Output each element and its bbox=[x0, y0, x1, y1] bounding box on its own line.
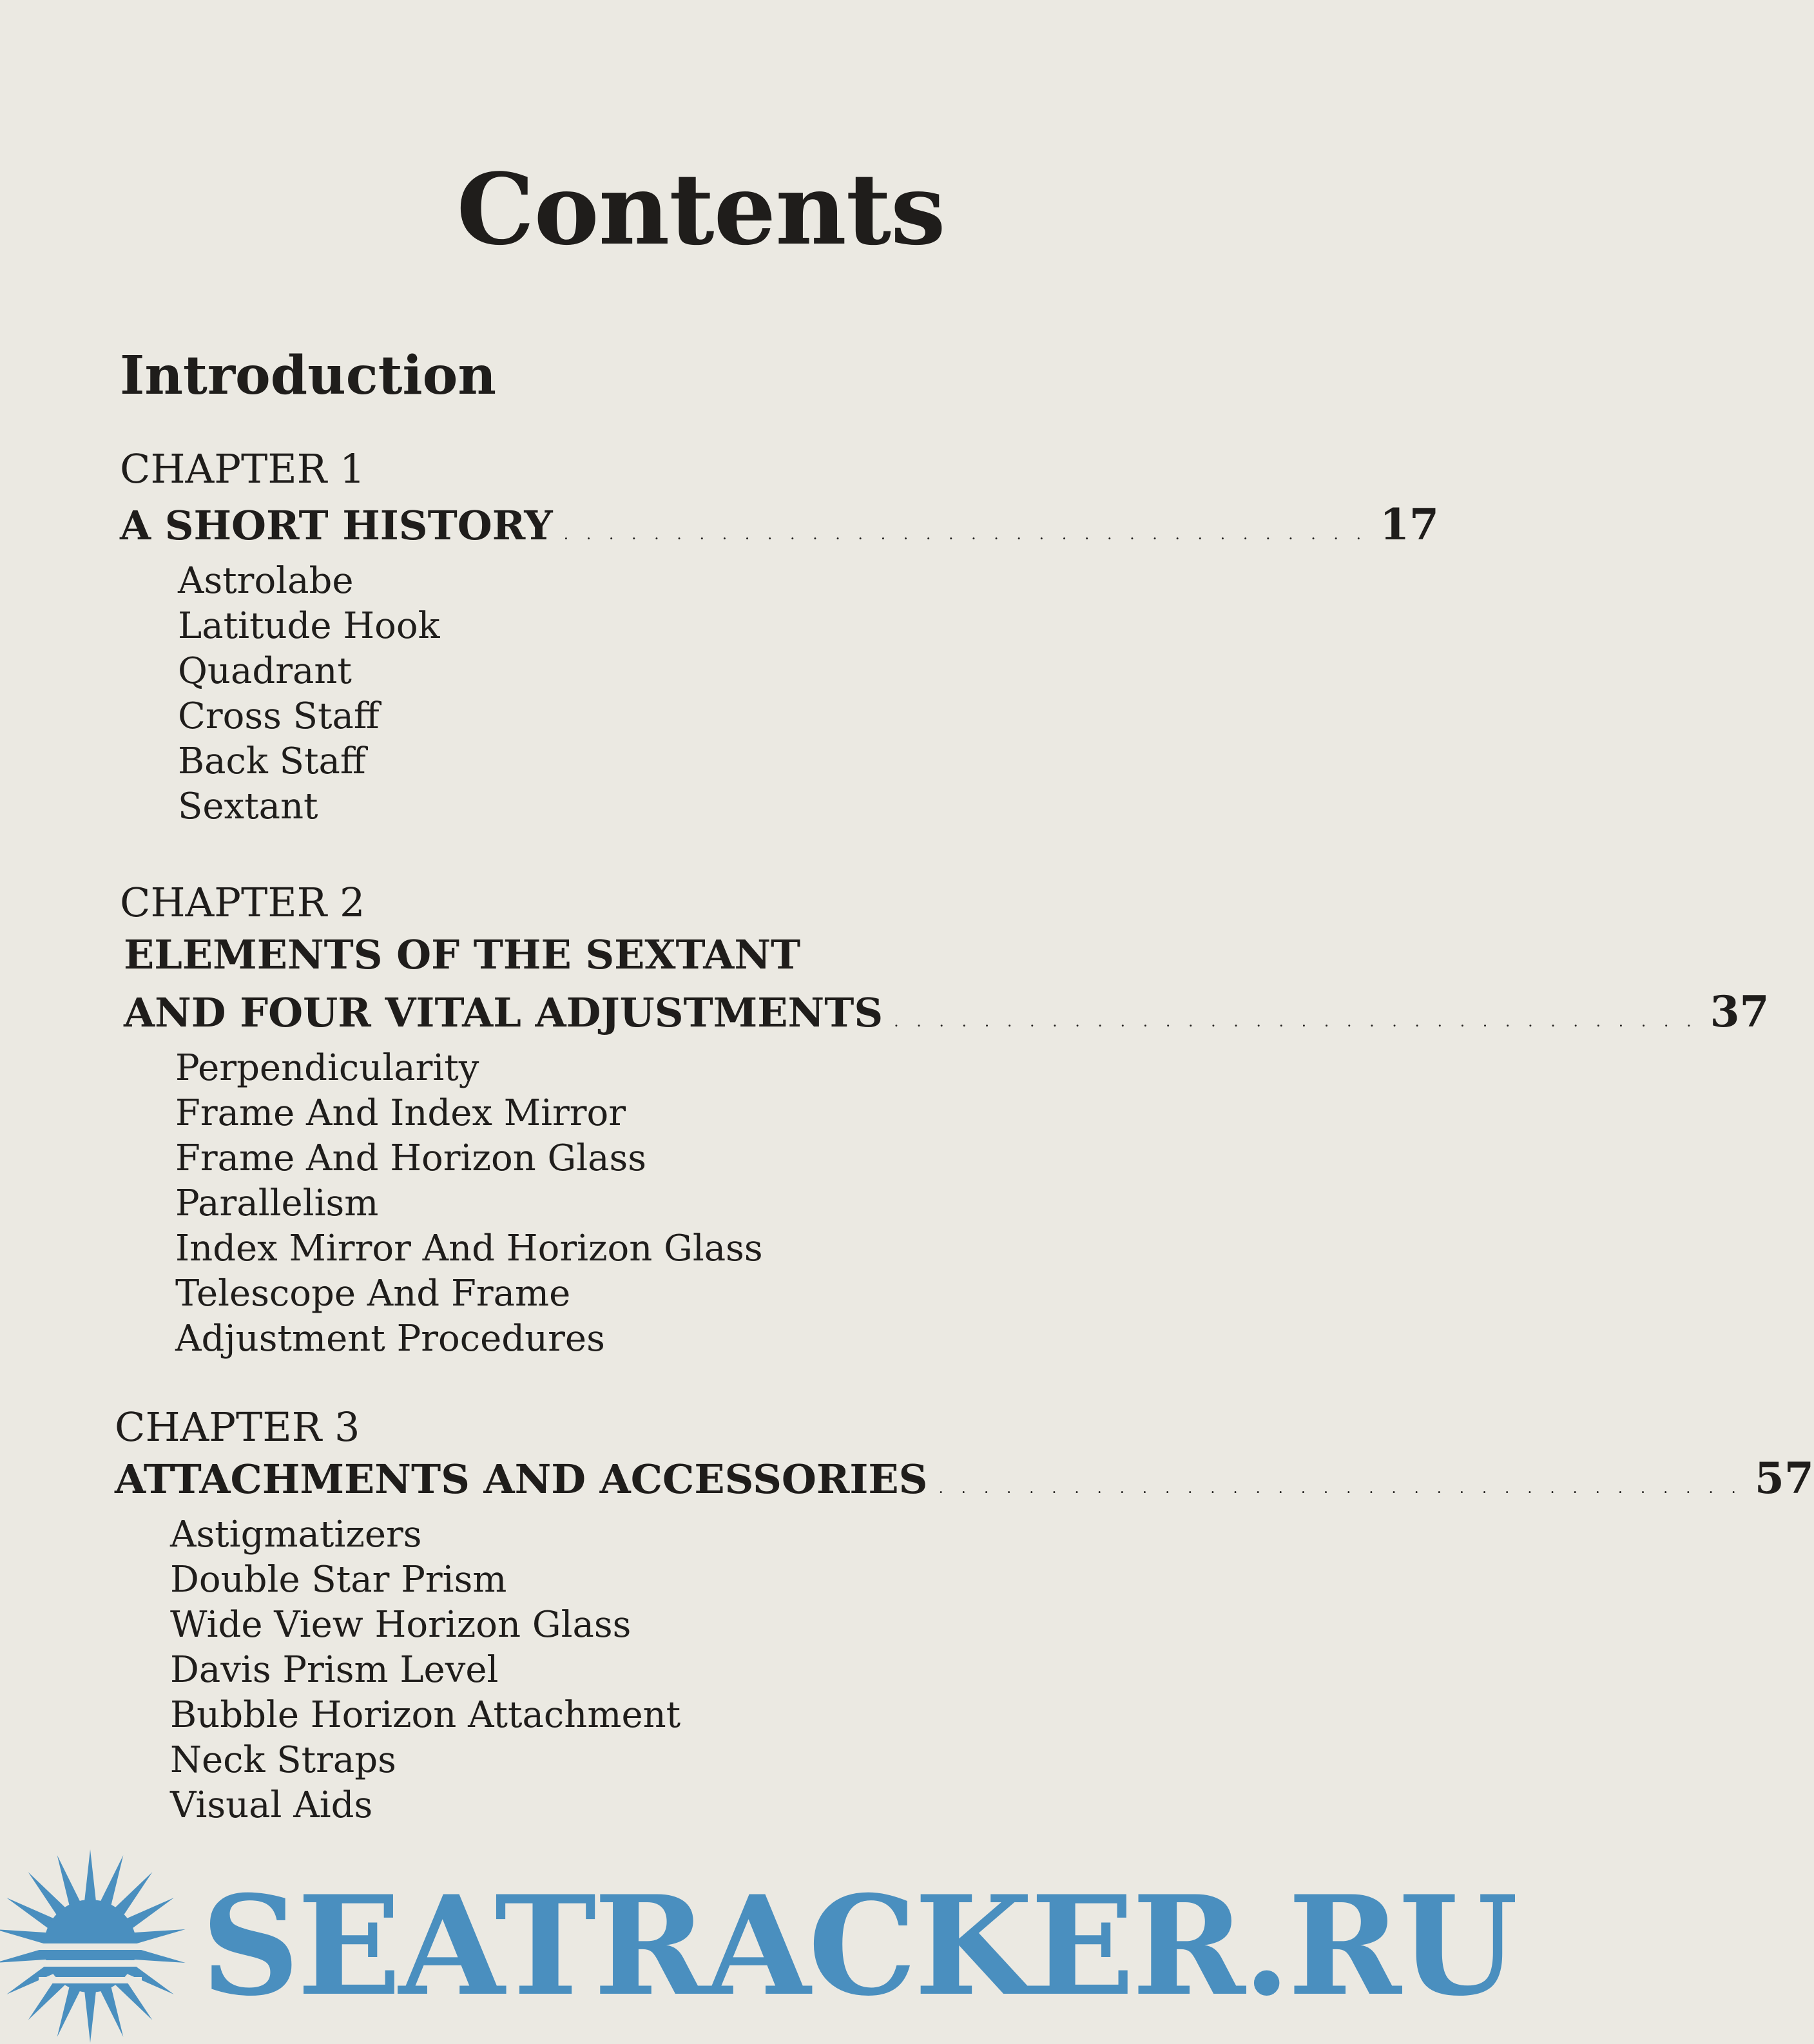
topic-item: Quadrant bbox=[178, 650, 352, 692]
topic-item: Double Star Prism bbox=[170, 1559, 507, 1601]
topic-item: Visual Aids bbox=[170, 1784, 373, 1826]
topic-item: Bubble Horizon Attachment bbox=[170, 1694, 681, 1736]
sun-icon bbox=[0, 1849, 186, 2043]
topic-item: Davis Prism Level bbox=[170, 1649, 499, 1691]
chapter-title: ATTACHMENTS AND ACCESSORIES bbox=[115, 1456, 928, 1503]
watermark-text: SEATRACKER.RU bbox=[201, 1866, 1516, 2026]
chapter-label: CHAPTER 2 bbox=[120, 879, 365, 926]
chapter-title-row bbox=[115, 1451, 1814, 1509]
page-number: 37 bbox=[1710, 987, 1770, 1037]
chapter-title: AND FOUR VITAL ADJUSTMENTS bbox=[124, 989, 883, 1036]
topic-item: Back Staff bbox=[178, 740, 366, 782]
introduction-heading: Introduction bbox=[120, 345, 496, 407]
dot-leader: . . . . . . . . . . . . . . . . . . . . . . . . . . . . . . . . . . . . bbox=[894, 1017, 1699, 1029]
chapter-3 bbox=[115, 1403, 1814, 1828]
chapter-title-row bbox=[120, 497, 1439, 555]
chapter-title: A SHORT HISTORY bbox=[120, 502, 553, 549]
topic-item: Latitude Hook bbox=[178, 605, 440, 647]
chapter-2 bbox=[120, 879, 1770, 1362]
topic-item: Frame And Index Mirror bbox=[175, 1092, 626, 1134]
topic-item: Sextant bbox=[178, 786, 318, 827]
dot-leader: . . . . . . . . . . . . . . . . . . . . . . . . . . . . . . . . . . . . bbox=[939, 1483, 1743, 1496]
topic-item: Parallelism bbox=[175, 1182, 379, 1224]
chapter-title: ELEMENTS OF THE SEXTANT bbox=[124, 931, 801, 978]
topic-item: Astigmatizers bbox=[170, 1514, 422, 1556]
chapter-label: CHAPTER 3 bbox=[115, 1403, 360, 1451]
topic-item: Perpendicularity bbox=[175, 1047, 479, 1089]
chapter-1 bbox=[120, 441, 1439, 829]
topic-list bbox=[178, 559, 1132, 829]
topic-item: Wide View Horizon Glass bbox=[170, 1604, 632, 1646]
topic-item: Telescope And Frame bbox=[175, 1273, 571, 1315]
page-number: 17 bbox=[1380, 499, 1439, 550]
topic-item: Frame And Horizon Glass bbox=[175, 1137, 647, 1179]
topic-item: Neck Straps bbox=[170, 1739, 396, 1781]
page-number: 57 bbox=[1754, 1453, 1814, 1503]
topic-item: Adjustment Procedures bbox=[175, 1318, 605, 1360]
chapter-label: CHAPTER 1 bbox=[120, 445, 365, 492]
topic-list bbox=[175, 1046, 1135, 1362]
topic-item: Index Mirror And Horizon Glass bbox=[175, 1228, 763, 1269]
topic-list bbox=[170, 1512, 1130, 1828]
topic-item: Astrolabe bbox=[178, 560, 354, 602]
chapter-title-row bbox=[120, 984, 1770, 1042]
topic-item: Cross Staff bbox=[178, 695, 380, 737]
page-title: Contents bbox=[456, 151, 945, 267]
dot-leader: . . . . . . . . . . . . . . . . . . . . . . . . . . . . . . . . . . . . bbox=[564, 530, 1369, 542]
